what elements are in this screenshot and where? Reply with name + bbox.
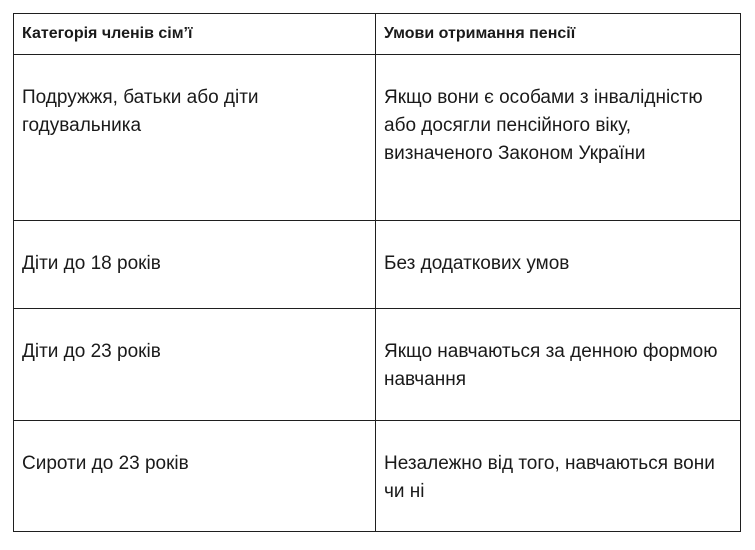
cell-category: Діти до 23 років [14,309,376,421]
cell-condition: Без додаткових умов [376,221,741,309]
pension-eligibility-table [13,13,741,532]
cell-condition: Якщо навчаються за денною формою навчання [376,309,741,421]
table-row [14,309,741,421]
cell-category: Діти до 18 років [14,221,376,309]
table-row [14,221,741,309]
cell-condition: Якщо вони є особами з інвалідністю або досягли пенсійного віку, визначеного Законом України [376,55,741,221]
table-header-row [14,14,741,55]
cell-category: Подружжя, батьки або діти годувальника [14,55,376,221]
table-row [14,55,741,221]
cell-category: Сироти до 23 років [14,421,376,532]
header-pension-conditions: Умови отримання пенсії [376,14,741,55]
header-family-category: Категорія членів сім’ї [14,14,376,55]
cell-condition: Незалежно від того, навчаються вони чи ні [376,421,741,532]
table-row [14,421,741,532]
